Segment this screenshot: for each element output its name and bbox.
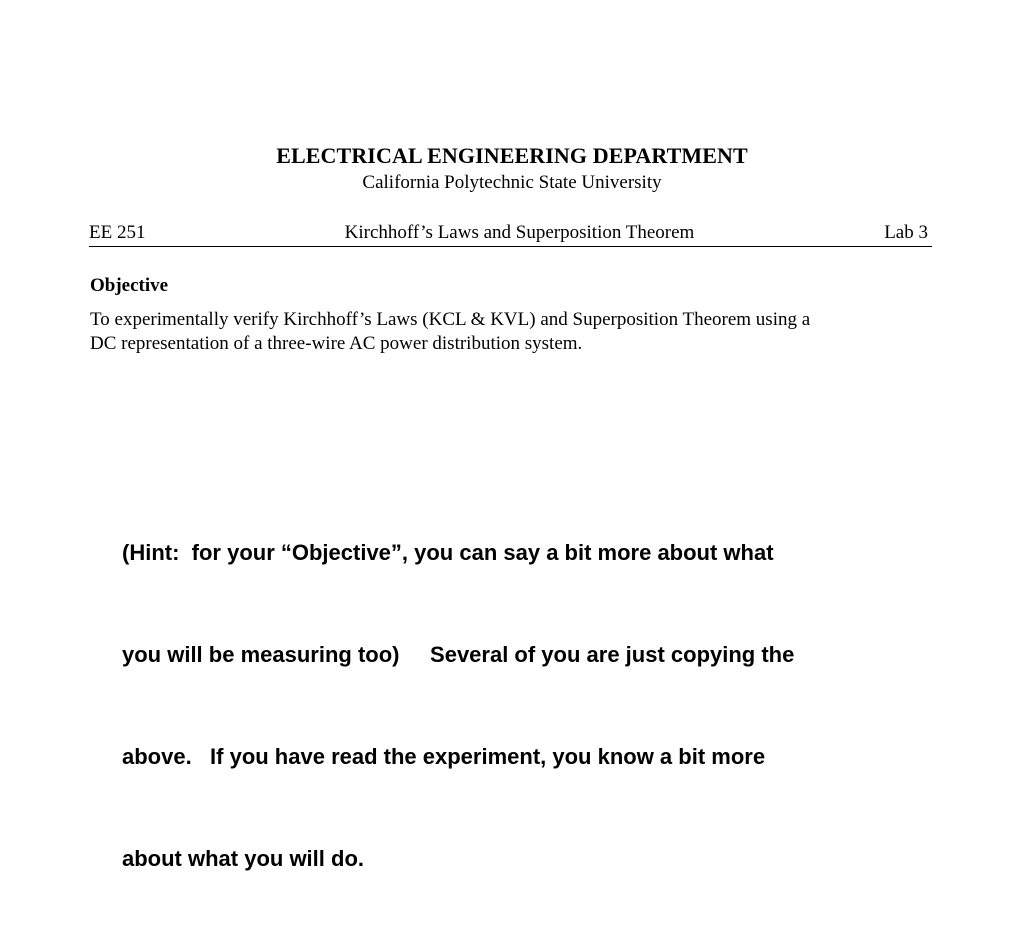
hint-line: above. If you have read the experiment, you know a bit more — [122, 744, 766, 769]
objective-heading: Objective — [90, 275, 169, 296]
lab-title: Kirchhoff’s Laws and Superposition Theorem — [344, 222, 695, 243]
objective-line: DC representation of a three-wire AC power distribution system. — [90, 333, 583, 354]
university-name: California Polytechnic State University — [362, 172, 662, 193]
course-header-row — [89, 220, 932, 247]
hint-line: about what you will do. — [122, 846, 364, 871]
department-title: ELECTRICAL ENGINEERING DEPARTMENT — [276, 143, 748, 168]
objective-text — [90, 308, 940, 356]
lab-number: Lab 3 — [884, 222, 928, 243]
hint-line: you will be measuring too) Several of you are just copying the — [122, 642, 795, 667]
course-code: EE 251 — [89, 222, 146, 243]
hint-note — [122, 468, 912, 944]
hint-line: (Hint: for your “Objective”, you can say a bit more about what — [122, 540, 774, 565]
objective-line: To experimentally verify Kirchhoff’s Laws (KCL & KVL) and Superposition Theorem using a — [90, 309, 811, 330]
